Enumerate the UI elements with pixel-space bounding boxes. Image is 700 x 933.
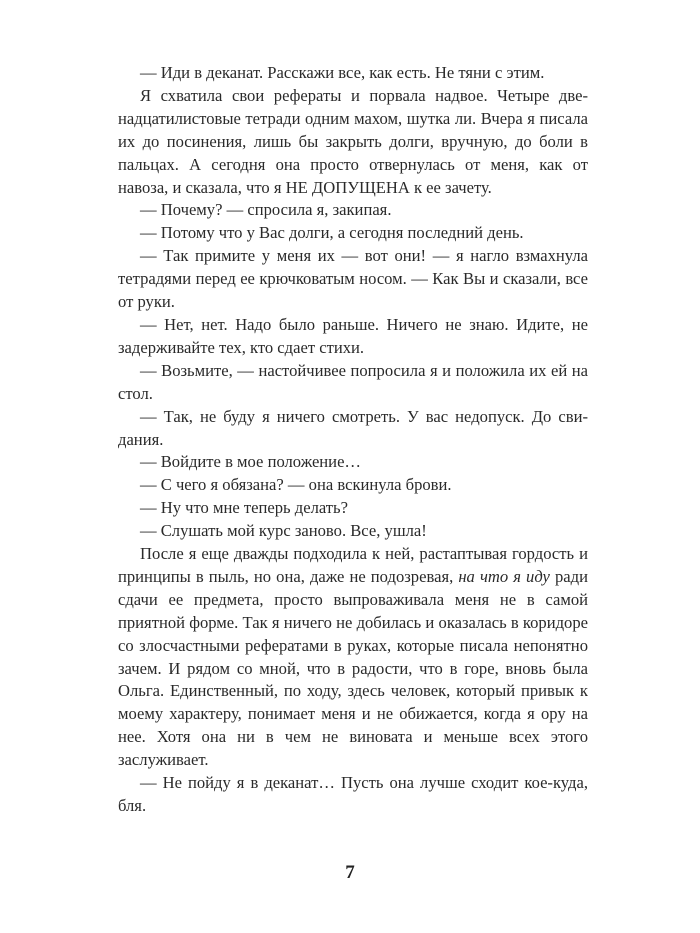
paragraph xyxy=(118,497,588,520)
paragraph-text: — Иди в деканат. Расскажи все, как есть. Не тяни с этим. xyxy=(140,63,545,82)
paragraph xyxy=(118,772,588,818)
paragraph-text: — Так примите у меня их — вот они! — я нагло взмахнула тетрадями перед ее крючковатым носом. — Как Вы и сказали, все от руки. xyxy=(118,246,588,312)
paragraph-text: Я схватила свои рефераты и порвала надвое. Четыре двенадцатилистовые тетради одним махом, шутка ли. Вчера я писала их до посинения, лишь бы закрыть долги, вручную, до боли в пальцах. А сегодня она просто отвернулась от меня, как от навоза, и сказала, что я НЕ ДОПУЩЕНА к ее зачету. xyxy=(118,85,588,197)
paragraph-text: — Потому что у Вас долги, а сегодня последний день. xyxy=(140,223,524,243)
italic-text: на что я иду xyxy=(458,566,550,586)
paragraph-text: — С чего я обязана? — она вскинула брови. xyxy=(140,475,452,495)
paragraph xyxy=(118,222,588,245)
paragraph xyxy=(118,520,588,543)
paragraph xyxy=(118,543,588,772)
paragraph-text: — Ну что мне теперь делать? xyxy=(140,498,348,518)
paragraph-text: — Так, не буду я ничего смотреть. У вас недопуск. До свидания. xyxy=(118,406,588,449)
paragraph-text: ради сдачи ее предмета, просто выпроваживала меня не в самой приятной форме. Так я ничего не добилась и оказалась в коридоре со злосчастными рефератами в руках, которые писала непонятно зачем. И рядом со мной, что в радости, что в горе, вновь была Ольга. Единственный, по ходу, здесь человек, который привык к моему характеру, понимает меня и не обижается, когда я ору на нее. Хотя она ни в чем не виновата и меньше всех этого заслуживает. xyxy=(118,566,588,770)
paragraph-text: — Не пойду я в деканат… Пусть она лучше сходит кое-куда, бля. xyxy=(118,773,588,815)
paragraph-text: После я еще дважды подходила к ней, растаптывая гордость и принципы в пыль, но она, даже не подозревая, xyxy=(118,544,588,586)
paragraph xyxy=(118,314,588,360)
paragraph xyxy=(118,474,588,497)
page-number: 7 xyxy=(345,862,355,883)
paragraph-text: — Войдите в мое положение… xyxy=(140,452,362,472)
body-text xyxy=(118,62,588,818)
paragraph xyxy=(118,199,588,222)
paragraph-text: — Возьмите, — настойчивее попросила я и положила их ей на стол. xyxy=(118,360,588,403)
paragraph-text: — Слушать мой курс заново. Все, ушла! xyxy=(140,521,427,541)
paragraph-text: — Нет, нет. Надо было раньше. Ничего не знаю. Идите, не задерживайте тех, кто сдает стихи. xyxy=(118,314,588,357)
paragraph xyxy=(118,451,588,474)
paragraph-text: — Почему? — спросила я, закипая. xyxy=(140,200,392,220)
paragraph xyxy=(118,85,588,200)
paragraph xyxy=(118,62,588,85)
paragraph xyxy=(118,406,588,452)
paragraph xyxy=(118,360,588,406)
paragraph xyxy=(118,245,588,314)
